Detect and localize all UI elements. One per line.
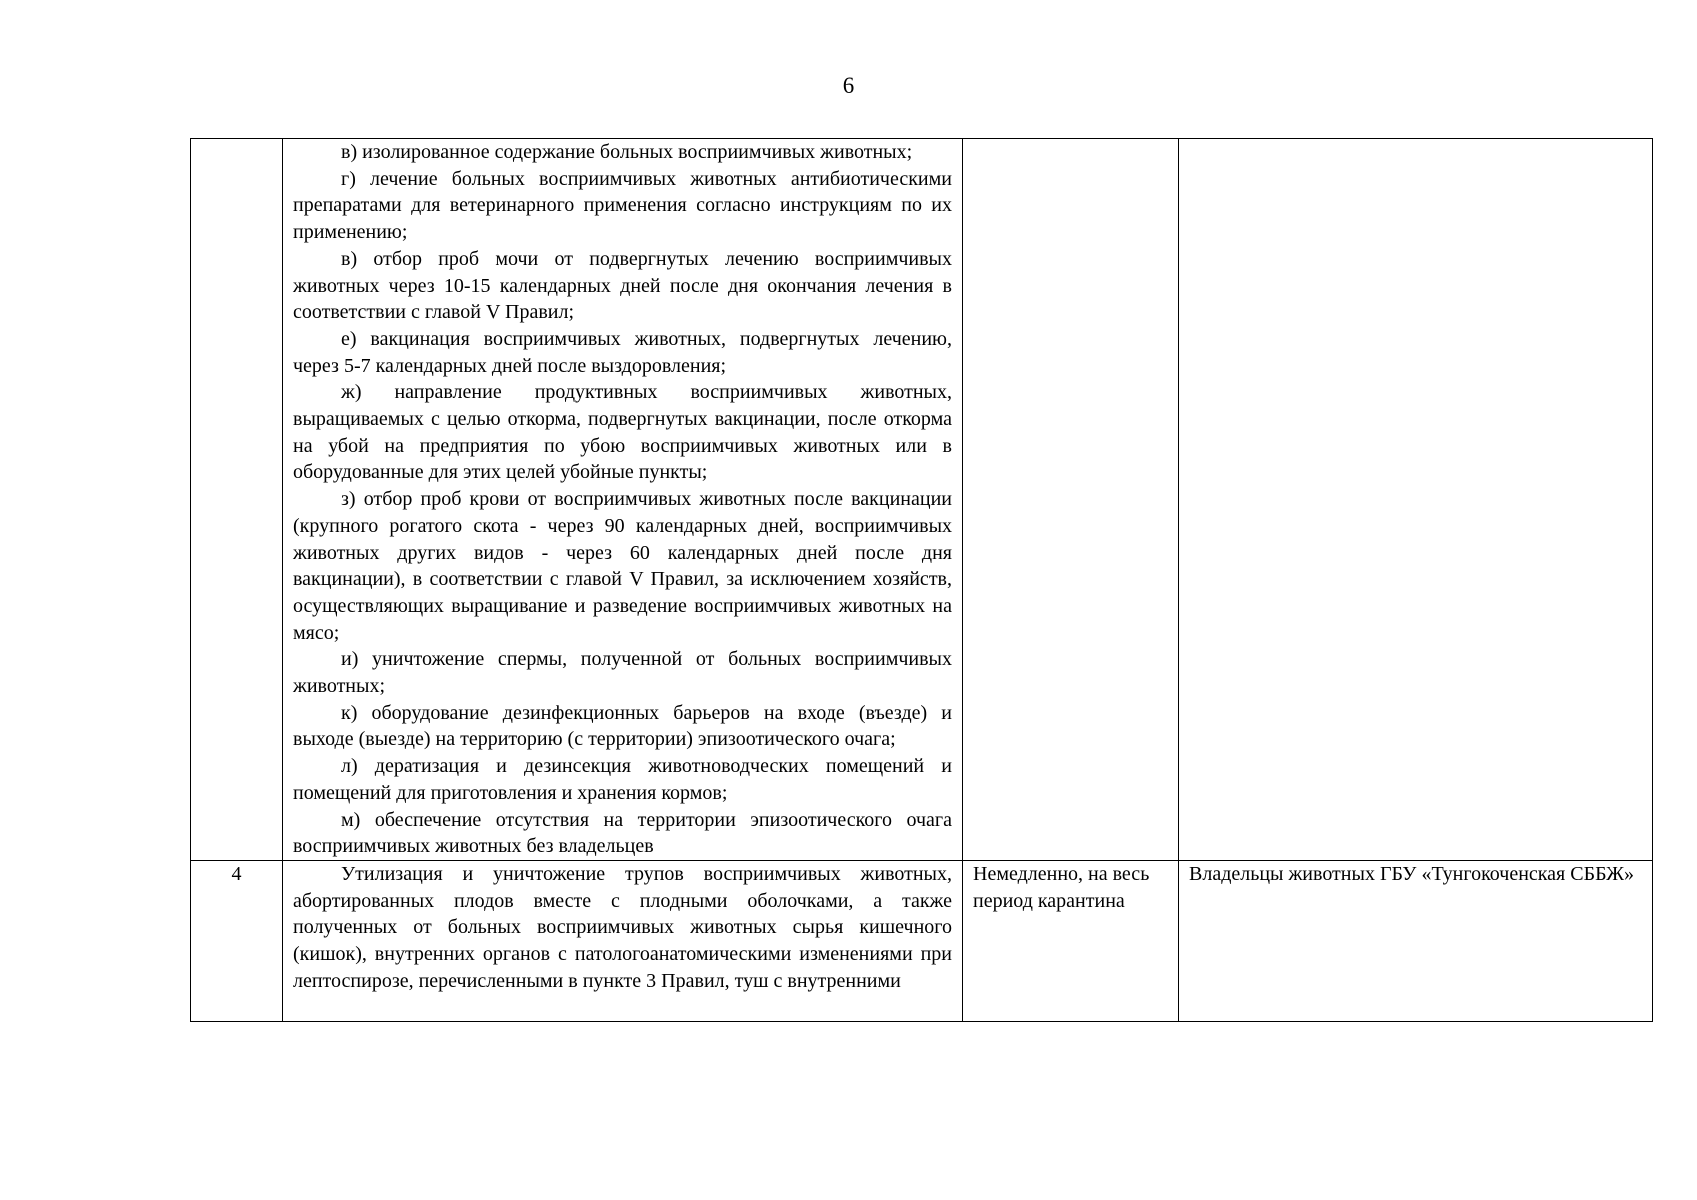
measure-cell xyxy=(283,860,963,1021)
table-row xyxy=(191,139,1653,861)
page-number: 6 xyxy=(842,73,855,98)
measure-paragraph: и) уничтожение спермы, полученной от больных восприимчивых животных; xyxy=(293,648,952,698)
measure-paragraph: м) обеспечение отсутствия на территории эпизоотического очага восприимчивых животных без владельцев xyxy=(293,808,952,858)
measures-table xyxy=(190,138,1653,1022)
table-row xyxy=(191,860,1653,1021)
measure-paragraph: л) дератизация и дезинсекция животноводческих помещений и помещений для приготовления и хранения кормов; xyxy=(293,755,952,804)
measure-cell xyxy=(283,139,963,861)
measure-paragraph: з) отбор проб крови от восприимчивых животных после вакцинации (крупного рогатого скота - через 90 календарных дней, восприимчивых животных других видов - через 60 календарных дней после дня вакцинации), в соответствии с главой V Правил, за исключением хозяйств, осуществляющих выращивание и разведение восприимчивых животных на мясо; xyxy=(293,488,952,644)
term-cell xyxy=(963,139,1179,861)
measure-paragraph: Утилизация и уничтожение трупов восприимчивых животных, абортированных плодов вместе с плодными оболочками, а также полученных от больных восприимчивых животных сырья кишечного (кишок), внутренних органов с патологоанатомическими изменениями при лептоспирозе, перечисленными в пункте 3 Правил, туш с внутренними xyxy=(293,862,952,992)
measure-paragraph: ж) направление продуктивных восприимчивых животных, выращиваемых с целью откорма, подвергнутых вакцинации, после откорма на убой на предприятия по убою восприимчивых животных или в оборудованные для этих целей убойные пункты; xyxy=(293,381,952,484)
measure-paragraph: к) оборудование дезинфекционных барьеров на входе (въезде) и выходе (выезде) на территорию (с территории) эпизоотического очага; xyxy=(293,701,952,751)
measure-paragraph: в) изолированное содержание больных восприимчивых животных; xyxy=(341,141,913,163)
row-number-cell xyxy=(191,860,283,1021)
term-text: Немедленно, на весь период карантина xyxy=(973,862,1150,912)
term-cell xyxy=(963,860,1179,1021)
measure-paragraph: е) вакцинация восприимчивых животных, подвергнутых лечению, через 5-7 календарных дней после выздоровления; xyxy=(293,327,952,377)
measure-paragraph: г) лечение больных восприимчивых животных антибиотическими препаратами для ветеринарного применения согласно инструкциям по их применению; xyxy=(293,167,952,244)
responsible-text: Владельцы животных ГБУ «Тунгокоченская СББЖ» xyxy=(1189,862,1634,885)
responsible-cell xyxy=(1179,139,1653,861)
row-number-cell xyxy=(191,139,283,861)
row-number: 4 xyxy=(231,862,242,885)
responsible-cell xyxy=(1179,860,1653,1021)
measure-paragraph: в) отбор проб мочи от подвергнутых лечению восприимчивых животных через 10-15 календарных дней после дня окончания лечения в соответствии с главой V Правил; xyxy=(293,247,952,324)
